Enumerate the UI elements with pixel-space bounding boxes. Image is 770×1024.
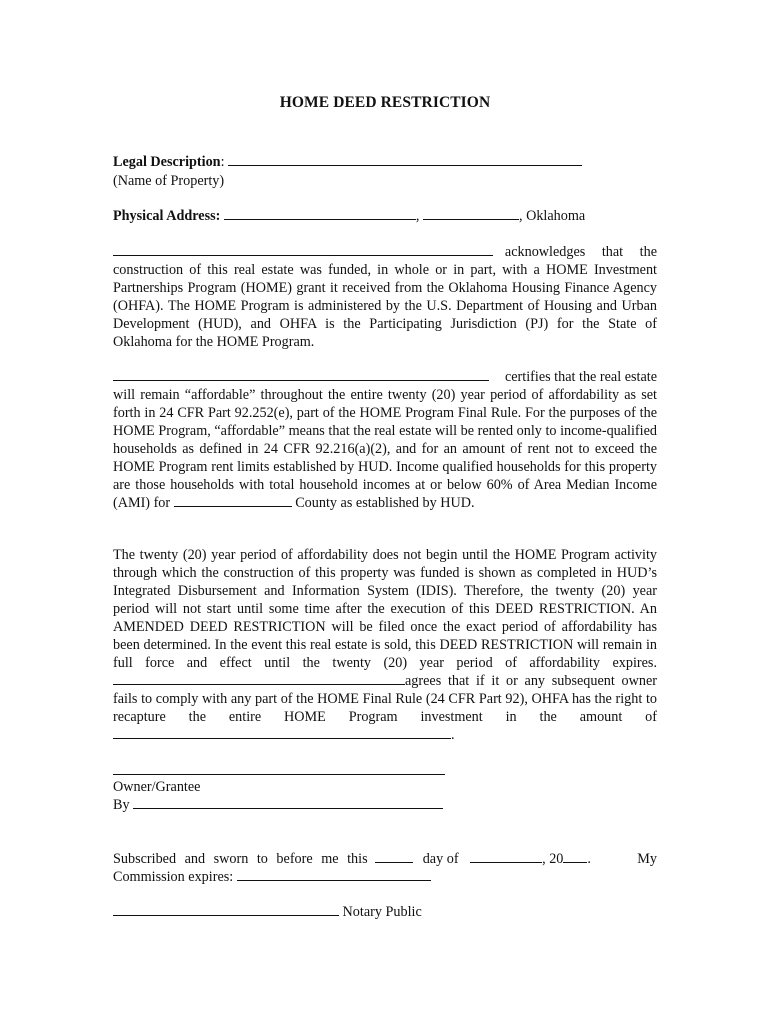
- commission-expires-label: Commission expires:: [113, 869, 234, 885]
- para1-lead-text: acknowledges that the: [504, 244, 657, 260]
- legal-description-row: [113, 153, 582, 171]
- notary-year-blank[interactable]: [563, 850, 587, 863]
- notary-public-row: [113, 903, 422, 921]
- para2-lead-text: certifies that the real estate: [504, 369, 657, 385]
- commission-row: [113, 868, 431, 886]
- year-prefix-text: , 20: [542, 851, 564, 867]
- subscribed-text: Subscribed and sworn to before me this: [113, 851, 368, 867]
- owner-signature-line[interactable]: [113, 774, 445, 775]
- legal-description-colon: :: [220, 154, 225, 170]
- para1-lead-row: [113, 243, 657, 261]
- para3-body-b: that if it or any subsequent owner fails to comply with any part of the HOME Final Rule (24 CFR Part 92), OHFA has the right to recapture the entire HOME Program investment in the amount of: [113, 673, 657, 725]
- address-street-blank[interactable]: [224, 207, 416, 220]
- address-city-blank[interactable]: [423, 207, 519, 220]
- physical-address-row: [113, 207, 585, 225]
- by-row: [113, 796, 443, 814]
- notary-month-blank[interactable]: [470, 850, 542, 863]
- document-title: HOME DEED RESTRICTION: [279, 94, 491, 111]
- subscribed-row: [113, 850, 657, 868]
- name-of-property-caption: (Name of Property): [113, 173, 225, 189]
- recapture-amount-blank[interactable]: [113, 726, 451, 739]
- notary-signature-blank[interactable]: [113, 903, 339, 916]
- by-signature-blank[interactable]: [133, 796, 443, 809]
- owner-grantee-label: Owner/Grantee: [113, 779, 201, 795]
- county-blank[interactable]: [174, 494, 292, 507]
- legal-description-label: Legal Description: [113, 154, 221, 170]
- day-of-text: day of: [422, 851, 459, 867]
- physical-address-label: Physical Address:: [113, 208, 221, 224]
- para2-body-b: County as established by HUD.: [291, 495, 475, 511]
- address-state: , Oklahoma: [518, 208, 586, 224]
- notary-day-blank[interactable]: [375, 850, 413, 863]
- notary-public-label: Notary Public: [339, 904, 422, 920]
- para2-lead-row: [113, 368, 657, 386]
- grantee-name-blank-2[interactable]: [113, 368, 489, 381]
- para3-end: .: [451, 727, 455, 743]
- para3-agrees: agrees: [405, 673, 442, 689]
- by-label: By: [113, 797, 130, 813]
- legal-description-blank[interactable]: [228, 153, 582, 166]
- my-text: My: [637, 851, 657, 867]
- para3-body-a: The twenty (20) year period of affordability does not begin until the HOME Program activity through which the construction of this property was funded is shown as completed in HUD’s Integrated Disbursement and Information System (IDIS). Therefore, the twenty (20) year period will not start until some time after the execution of this DEED RESTRICTION. An AMENDED DEED RESTRICTION will be filed once the exact period of affordability has been determined. In the event this real estate is sold, this DEED RESTRICTION will remain in full force and effect until the twenty (20) year period of affordability expires.: [113, 547, 657, 671]
- para2-body-a: will remain “affordable” throughout the entire twenty (20) year period of affordability as set forth in 24 CFR Part 92.252(e), part of the HOME Program Final Rule. For the purposes of the HOME Program, “affordable” means that the real estate will be rented only to income-qualified households as defined in 24 CFR 92.216(a)(2), and for an amount of rent not to exceed the HOME Program rent limits established by HUD. Income qualified households for this property are those households with total household incomes at or below 60% of Area Median Income (AMI) for: [113, 387, 657, 511]
- para3-body: [113, 546, 657, 744]
- year-suffix-text: .: [587, 851, 591, 867]
- owner-agrees-blank[interactable]: [113, 672, 405, 685]
- para1-body: construction of this real estate was funded, in whole or in part, with a HOME Investment Partnerships Program (HOME) grant it received from the Oklahoma Housing Finance Agency (OHFA). The HOME Program is administered by the U.S. Department of Housing and Urban Development (HUD), and OHFA is the Participating Jurisdiction (PJ) for the State of Oklahoma for the HOME Program.: [113, 262, 657, 350]
- grantee-name-blank-1[interactable]: [113, 243, 493, 256]
- para2-body: [113, 386, 657, 512]
- address-comma: ,: [415, 208, 420, 224]
- commission-expires-blank[interactable]: [237, 868, 431, 881]
